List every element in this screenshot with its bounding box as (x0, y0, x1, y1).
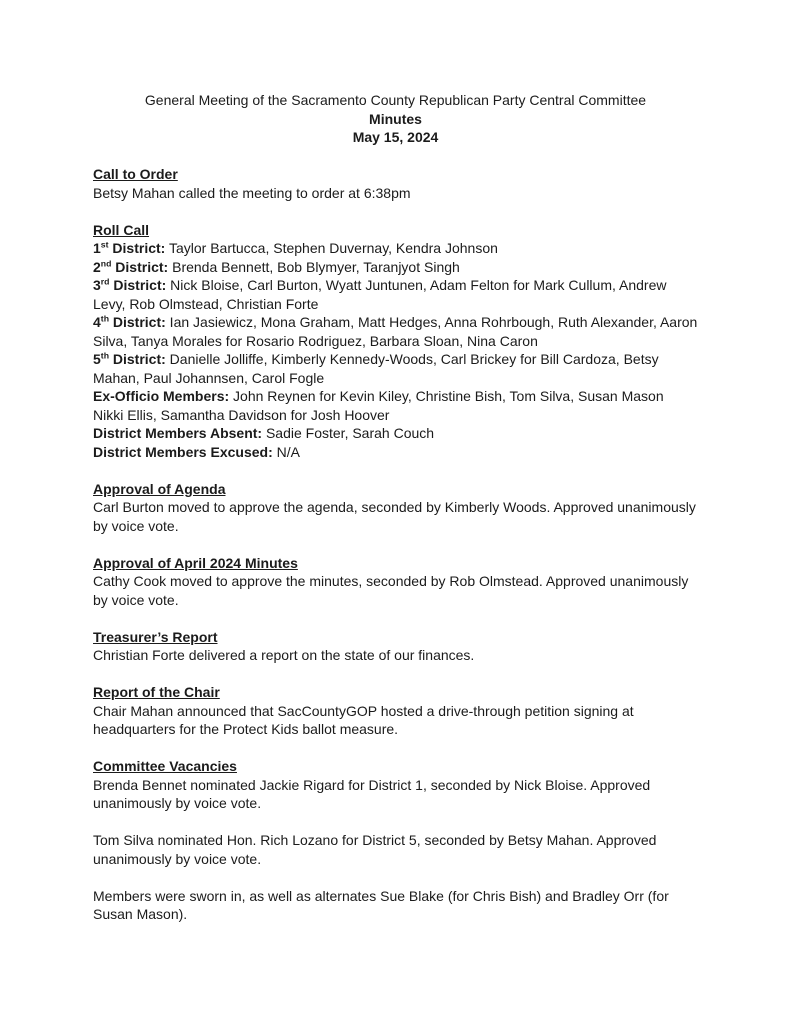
text-run: Members were sworn in, as well as alternates Sue Blake (for Chris Bish) and Bradley Orr (for Susan Mason). (93, 887, 669, 922)
text-run: John Reynen for Kevin Kiley, Christine Bish, Tom Silva, Susan Mason (229, 388, 664, 404)
text-run: Ex-Officio Members: (93, 388, 230, 404)
section (93, 628, 698, 665)
section-heading-text: Roll Call (93, 221, 150, 238)
paragraph (93, 498, 698, 535)
text-run: 4 (93, 314, 101, 330)
paragraph (93, 184, 698, 203)
section-heading (93, 165, 698, 184)
text-run: Danielle Jolliffe, Kimberly Kennedy-Woods, Carl Brickey for Bill Cardoza, Betsy Mahan, Paul Johannsen, Carol Fogle (93, 351, 659, 386)
text-run: N/A (272, 443, 300, 460)
text-run: 1 (93, 240, 101, 256)
text-run: th (100, 350, 109, 361)
text-run: District: (109, 351, 166, 367)
section (93, 165, 698, 202)
text-run: 5 (93, 351, 101, 367)
document-body (93, 165, 698, 924)
paragraph (93, 572, 698, 609)
text-run: Christian Forte delivered a report on the state of our finances. (93, 647, 475, 663)
text-run: Nick Bloise, Carl Burton, Wyatt Juntunen, Adam Felton for Mark Cullum, Andrew Levy, Rob Olmstead, Christian Forte (93, 277, 667, 312)
text-run: st (100, 239, 109, 250)
text-run: District: (108, 240, 166, 256)
text-run: nd (100, 257, 112, 268)
section-heading-text: Report of the Chair (93, 684, 220, 700)
paragraph (93, 276, 698, 313)
section-heading (93, 757, 698, 776)
text-run: 3 (93, 277, 101, 293)
document-subtitle: Minutes (369, 110, 422, 127)
text-run: Sadie Foster, Sarah Couch (262, 425, 435, 441)
paragraph (93, 424, 698, 443)
paragraph (93, 702, 698, 739)
text-run: Ian Jasiewicz, Mona Graham, Matt Hedges, Anna Rohrbough, Ruth Alexander, Aaron Silva, Tanya Morales for Rosario Rodriguez, Barbara Sloan, Nina Caron (93, 314, 698, 349)
paragraph (93, 258, 698, 277)
paragraph (93, 443, 698, 462)
text-run: 2 (93, 258, 101, 275)
text-run: District Members Excused: (93, 443, 273, 460)
paragraph (93, 387, 698, 424)
section-heading-text: Call to Order (93, 166, 178, 182)
document-header (93, 91, 698, 147)
section-heading-text: Treasurer’s Report (93, 628, 218, 645)
paragraph (93, 239, 698, 258)
text-run: Brenda Bennet nominated Jackie Rigard for District 1, seconded by Nick Bloise. Approved unanimously by voice vote. (93, 776, 651, 811)
document-title: General Meeting of the Sacramento County Republican Party Central Committee (144, 92, 647, 108)
paragraph (93, 313, 698, 350)
section-heading-text: Approval of Agenda (93, 480, 226, 497)
text-run: Nikki Ellis, Samantha Davidson for Josh Hoover (93, 406, 390, 423)
section (93, 683, 698, 739)
text-run: District: (109, 314, 166, 330)
section (93, 221, 698, 462)
section-heading-text: Committee Vacancies (93, 758, 237, 774)
text-run: rd (100, 276, 110, 287)
text-run: Taylor Bartucca, Stephen Duvernay, Kendra Johnson (165, 240, 498, 256)
text-run: District: (111, 258, 169, 275)
text-run: Chair Mahan announced that SacCountyGOP hosted a drive-through petition signing at headquarters for the Protect Kids ballot measure. (93, 702, 634, 737)
text-run: District Members Absent: (93, 425, 263, 441)
paragraph (93, 646, 698, 665)
paragraph (93, 776, 698, 813)
section-heading (93, 683, 698, 702)
section-heading (93, 221, 698, 240)
section-heading-text: Approval of April 2024 Minutes (93, 554, 298, 571)
section (93, 757, 698, 924)
text-run: District: (109, 277, 167, 293)
paragraph (93, 831, 698, 868)
text-run: Carl Burton moved to approve the agenda, seconded by Kimberly Woods. Approved unanimously by voice vote. (93, 499, 696, 534)
section-heading (93, 554, 698, 573)
text-run: Betsy Mahan called the meeting to order at 6:38pm (93, 184, 411, 201)
section-heading (93, 628, 698, 647)
text-run: Brenda Bennett, Bob Blymyer, Taranjyot Singh (168, 258, 460, 275)
paragraph (93, 350, 698, 387)
text-run: Cathy Cook moved to approve the minutes, seconded by Rob Olmstead. Approved unanimously by voice vote. (93, 573, 689, 608)
section (93, 554, 698, 610)
text-run: th (100, 313, 109, 324)
document-date: May 15, 2024 (352, 129, 439, 145)
text-run: Tom Silva nominated Hon. Rich Lozano for District 5, seconded by Betsy Mahan. Approved unanimously by voice vote. (93, 832, 657, 867)
section (93, 480, 698, 536)
paragraph (93, 887, 698, 924)
section-heading (93, 480, 698, 499)
